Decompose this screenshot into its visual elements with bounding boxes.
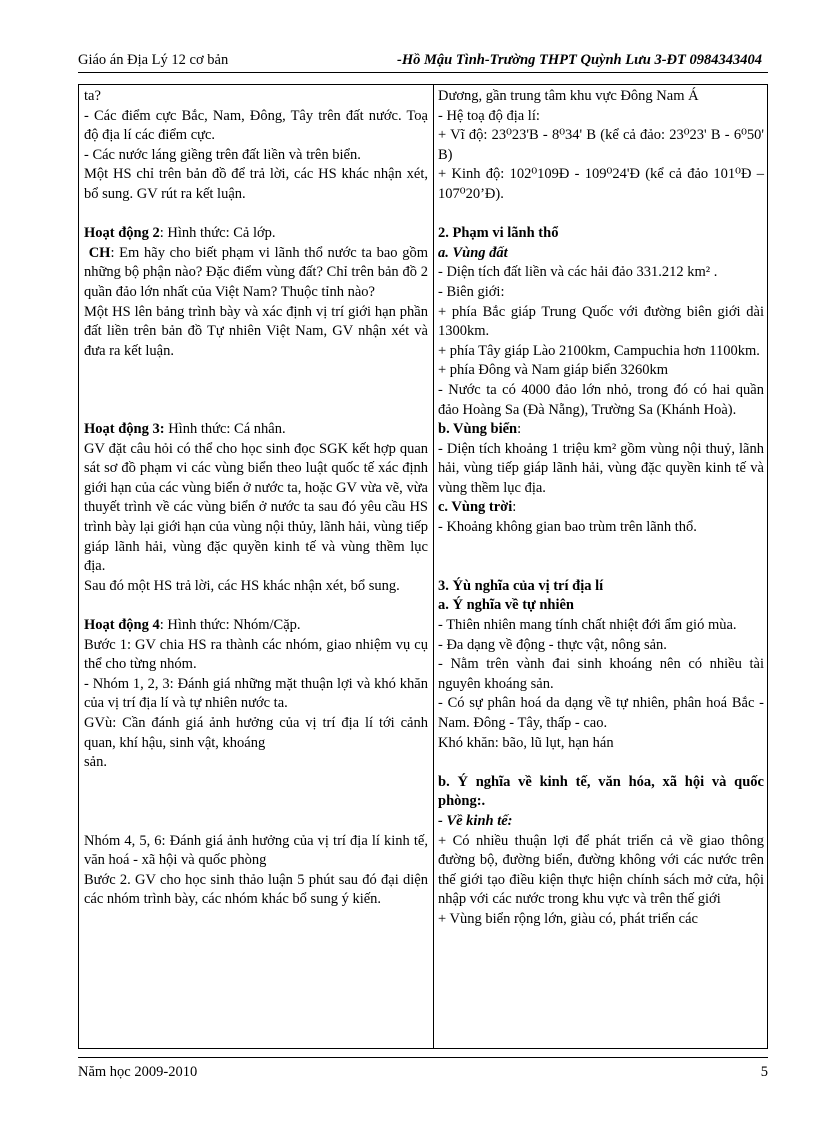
left-p6: GV đặt câu hỏi có thể cho học sinh đọc SGK kết hợp quan sát sơ đồ phạm vi các vùng biển theo luật quốc tế xác định giới hạn của các vùng biển ở nước ta, hoặc GV vừa vẽ, vừa thuyết trình về các vùng biển ở nước ta sau đó yêu cầu HS trình bày lại giới hạn của vùng nội thủy, lãnh hải, vùng tiếp giáp lãnh hải, vùng đặc quyền kinh tế và vùng thềm lục địa. [84, 440, 428, 575]
section-2b-heading [438, 420, 764, 440]
header-author: -Hồ Mậu Tình-Trường THPT Quỳnh Lưu 3-ĐT 0984343404 [397, 52, 762, 68]
question-text: : Em hãy cho biết phạm vi lãnh thổ nước ta bao gồm những bộ phận nào? Đặc điểm vùng đất? Chỉ trên bản đồ 2 quần đảo lớn nhất của Việt Nam? Thuộc tỉnh nào? [84, 244, 429, 300]
left-p7: Sau đó một HS trả lời, các HS khác nhận xét, bổ sung. [84, 577, 400, 594]
section-2c-title: c. Vùng trời [438, 499, 513, 516]
right-r14: - Đa dạng về động - thực vật, nông sản. [438, 636, 667, 653]
section-3b-subtitle: - Về kinh tế: [438, 812, 513, 829]
left-p5: Một HS lên bảng trình bày và xác định vị trí giới hạn phần đất liền trên bản đồ Tự nhiên Việt Nam, GV nhận xét và đưa ra kết luận. [84, 303, 428, 359]
right-r10: - Nước ta có 4000 đảo lớn nhỏ, trong đó có hai quần đảo Hoàng Sa (Đà Nẵng), Trường Sa (Khánh Hoà). [438, 381, 764, 418]
column-divider [433, 85, 434, 1048]
right-r15: - Nằm trên vành đai sinh khoáng nên có nhiều tài nguyên khoáng sản. [438, 656, 764, 692]
lesson-table [78, 84, 768, 1049]
left-p10: GVù: Cần đánh giá ảnh hưởng của vị trí địa lí tới cảnh quan, khí hậu, sinh vật, khoáng [84, 715, 428, 751]
activity-2-heading [84, 224, 428, 244]
right-r19: + Vùng biển rộng lớn, giàu có, phát triển các [438, 910, 698, 927]
right-r1: Dương, gần trung tâm khu vực Đông Nam Á [438, 88, 699, 104]
left-p3: - Các nước láng giềng trên đất liền và trên biển. [84, 146, 361, 163]
school-year: Năm học 2009-2010 [78, 1064, 198, 1080]
header-subject: Giáo án Địa Lý 12 cơ bản [78, 52, 229, 68]
right-r4: + Kinh độ: 102⁰109Đ - 109⁰24'Đ (kể cả đảo 101⁰Đ – 107⁰20’Đ). [438, 166, 764, 202]
section-2b-colon: : [517, 421, 522, 438]
right-r17: Khó khăn: bão, lũ lụt, hạn hán [438, 734, 614, 751]
section-2a-title: a. Vùng đất [438, 244, 508, 261]
right-r12: - Khoảng không gian bao trùm trên lãnh thổ. [438, 519, 697, 536]
content-column [438, 87, 764, 930]
activity-3-label: Hoạt động 3: [84, 421, 165, 438]
activity-4-form: : Hình thức: Nhóm/Cặp. [159, 617, 301, 634]
section-2c-heading [438, 498, 764, 518]
right-r18: + Có nhiều thuận lợi để phát triển cả về giao thông đường bộ, đường biển, đường không với các nước trên thế giới tạo điều kiện thực hiện chính sách mở cửa, hội nhập với các nước trong khu vực và trên thế giới [438, 832, 764, 908]
right-r16: - Có sự phân hoá da dạng về tự nhiên, phân hoá Bắc - Nam. Đông - Tây, thấp - cao. [438, 695, 764, 731]
activity-4-heading [84, 616, 428, 636]
right-r9: + phía Đông và Nam giáp biển 3260km [438, 362, 669, 379]
activities-column [84, 87, 428, 910]
right-r11: - Diện tích khoảng 1 triệu km² gồm vùng nội thuỷ, lãnh hải, vùng tiếp giáp lãnh hải, vùng đặc quyền kinh tế và vùng thềm lục địa. [438, 440, 764, 496]
right-r8: + phía Tây giáp Lào 2100km, Campuchia hơn 1100km. [438, 342, 760, 359]
page-footer [78, 1057, 768, 1081]
left-p9: - Nhóm 1, 2, 3: Đánh giá những mặt thuận lợi và khó khăn của vị trí địa lí và tự nhiên nước ta. [84, 675, 428, 712]
section-3b-title: b. Ý nghĩa về kinh tế, văn hóa, xã hội và quốc phòng:. [438, 773, 764, 810]
activity-2-label: Hoạt động 2 [84, 225, 160, 242]
activity-4-label: Hoạt động 4 [84, 617, 160, 634]
right-r13: - Thiên nhiên mang tính chất nhiệt đới ẩm gió mùa. [438, 617, 737, 634]
activity-3-form: Hình thức: Cá nhân. [164, 421, 286, 438]
question-label: CH [88, 244, 111, 261]
section-3a-title: a. Ý nghĩa về tự nhiên [438, 597, 575, 614]
right-r6: - Biên giới: [438, 283, 505, 300]
right-r3: + Vĩ độ: 23⁰23'B - 8⁰34' B (kể cả đảo: 23⁰23' B - 6⁰50' B) [438, 127, 764, 163]
section-2b-title: b. Vùng biển [438, 421, 518, 438]
activity-3-heading [84, 420, 428, 440]
left-p4: Một HS chỉ trên bản đồ để trả lời, các HS khác nhận xét, bổ sung. GV rút ra kết luận. [84, 166, 428, 202]
left-p1: ta? [84, 88, 101, 104]
right-r2: - Hệ toạ độ địa lí: [438, 107, 540, 124]
right-r7: + phía Bắc giáp Trung Quốc với đường biên giới dài 1300km. [438, 303, 764, 340]
left-p12: Nhóm 4, 5, 6: Đánh giá ảnh hưởng của vị trí địa lí kinh tế, văn hoá - xã hội và quốc phòng [84, 832, 428, 869]
activity-2-form: : Hình thức: Cả lớp. [159, 225, 276, 242]
section-2c-colon: : [512, 499, 517, 516]
left-p13: Bước 2. GV cho học sinh thảo luận 5 phút sau đó đại diện các nhóm trình bày, các nhóm khác bổ sung ý kiến. [84, 871, 428, 908]
left-p11: sản. [84, 754, 107, 771]
page-header [78, 50, 768, 73]
left-p2: - Các điểm cực Bắc, Nam, Đông, Tây trên đất nước. Toạ độ địa lí các điểm cực. [84, 107, 428, 144]
section-3-title: 3. Ýù nghĩa của vị trí địa lí [438, 577, 604, 594]
left-p8: Bước 1: GV chia HS ra thành các nhóm, giao nhiệm vụ cụ thể cho từng nhóm. [84, 636, 428, 673]
section-2-title: 2. Phạm vi lãnh thổ [438, 225, 559, 242]
right-r5: - Diện tích đất liền và các hải đảo 331.212 km² . [438, 264, 718, 281]
page-number: 5 [760, 1064, 768, 1080]
activity-2-question [84, 244, 428, 303]
